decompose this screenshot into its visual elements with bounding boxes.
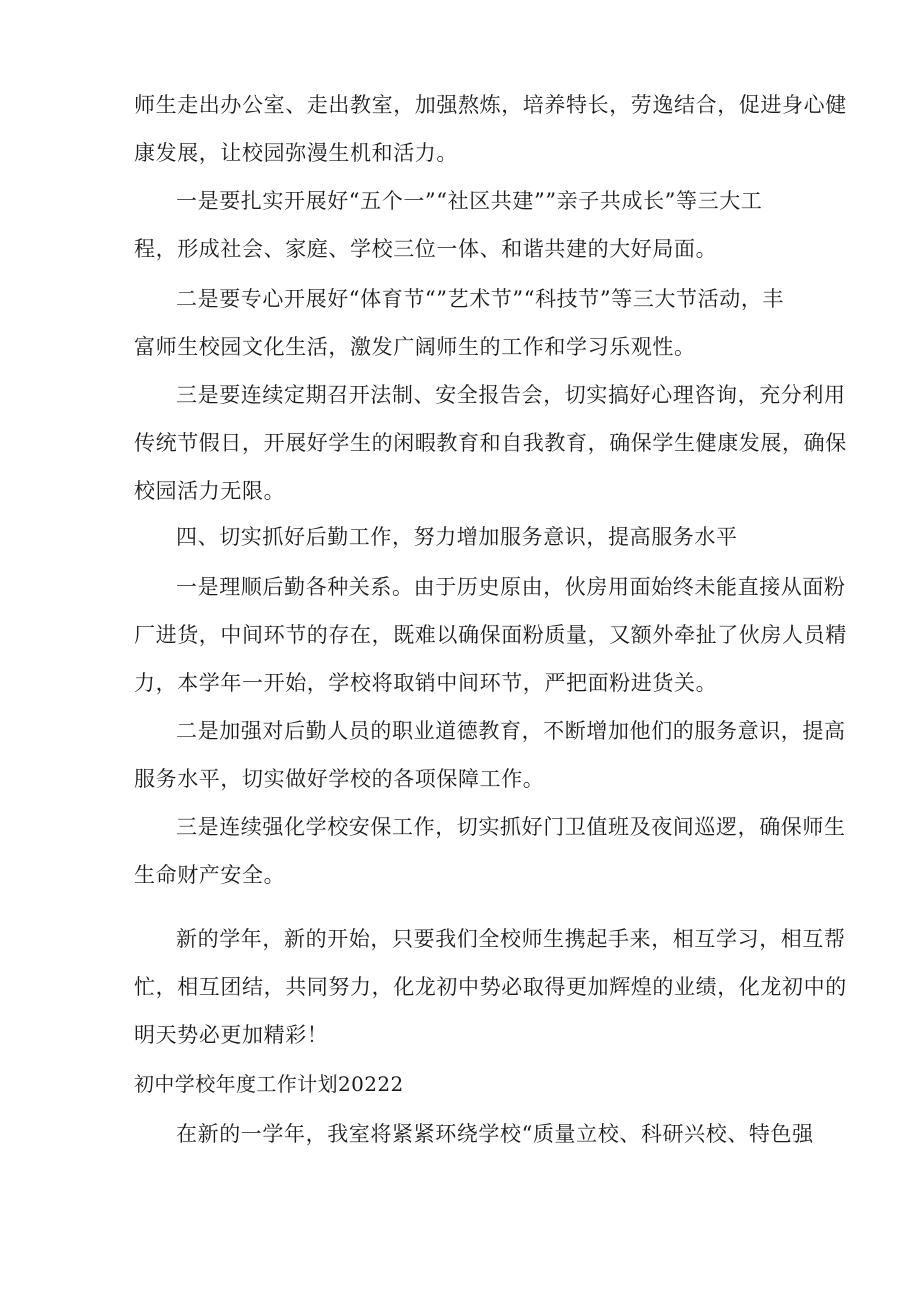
text-line: 三是要连续定期召开法制、安全报告会，切实搞好心理咨询，充分利用	[176, 383, 846, 407]
text-line: 新的学年，新的开始，只要我们全校师生携起手来，相互学习，相互帮	[176, 927, 846, 951]
text-line: 三是连续强化学校安保工作，切实抓好门卫值班及夜间巡逻，确保师生	[176, 815, 846, 839]
text-line: 富师生校园文化生活，激发广阔师生的工作和学习乐观性。	[134, 335, 696, 359]
text-line: 一是要扎实开展好“五个一”“社区共建””亲子共成长”等三大工	[176, 189, 763, 213]
text-line: 生命财产安全。	[134, 863, 286, 887]
text-line: 服务水平，切实做好学校的各项保障工作。	[134, 767, 545, 791]
text-line: 师生走出办公室、走出教室，加强熬炼，培养特长，劳逸结合，促进身心健	[134, 93, 847, 117]
text-line: 程，形成社会、家庭、学校三位一体、和谐共建的大好局面。	[134, 237, 718, 261]
text-line: 明天势必更加精彩！	[134, 1023, 329, 1047]
text-line: 传统节假日，开展好学生的闲暇教育和自我教育，确保学生健康发展，确保	[134, 431, 847, 455]
text-line: 一是理顺后勤各种关系。由于历史原由，伙房用面始终未能直接从面粉	[176, 575, 846, 599]
text-line: 二是要专心开展好“体育节“”艺术节”“科技节”等三大节活动，丰	[176, 287, 785, 311]
text-line: 力，本学年一开始，学校将取销中间环节，严把面粉进货关。	[134, 671, 718, 695]
document-title: 初中学校年度工作计划20222	[134, 1072, 404, 1096]
text-line: 厂进货，中间环节的存在，既难以确保面粉质量，又额外牵扯了伙房人员精	[134, 623, 847, 647]
text-line: 校园活力无限。	[134, 479, 286, 503]
text-line: 康发展，让校园弥漫生机和活力。	[134, 141, 458, 165]
section-heading: 四、切实抓好后勤工作，努力增加服务意识，提高服务水平	[176, 525, 738, 549]
text-line: 忙，相互团结，共同努力，化龙初中势必取得更加辉煌的业绩，化龙初中的	[134, 975, 847, 999]
text-line: 二是加强对后勤人员的职业道德教育，不断增加他们的服务意识，提高	[176, 719, 846, 743]
text-line: 在新的一学年，我室将紧紧环绕学校“质量立校、科研兴校、特色强	[176, 1122, 814, 1146]
